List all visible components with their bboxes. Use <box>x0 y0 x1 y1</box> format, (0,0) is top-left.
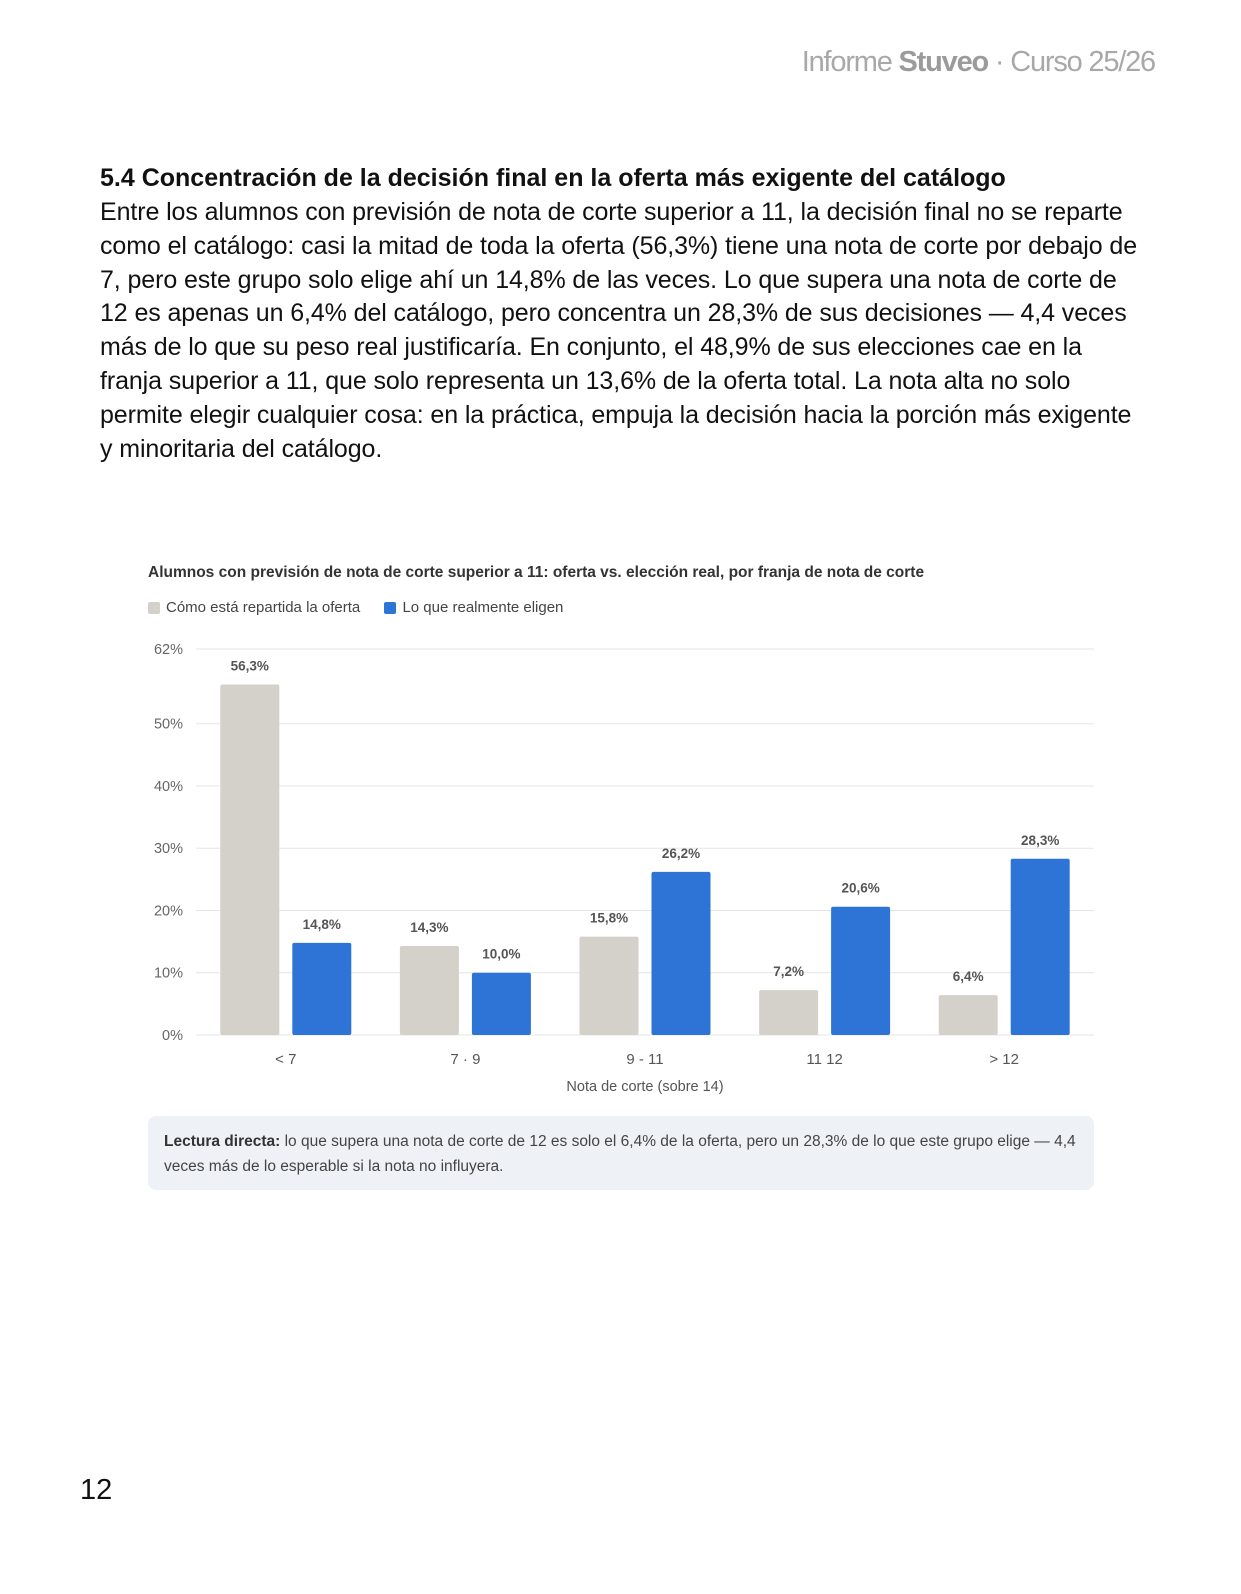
bar-value-label: 14,3% <box>410 919 449 935</box>
bar-offer <box>759 990 818 1035</box>
chart-legend <box>148 599 583 618</box>
legend-swatch-offer <box>148 602 160 614</box>
bar-offer <box>220 684 279 1035</box>
reading-note <box>148 1116 1094 1190</box>
legend-label-choice: Lo que realmente eligen <box>402 599 564 616</box>
x-tick-label: 7 · 9 <box>450 1051 481 1068</box>
bar-choice <box>472 973 531 1035</box>
header-prefix: Informe <box>801 46 892 78</box>
bar-value-label: 7,2% <box>773 964 804 980</box>
bar-offer <box>400 946 459 1035</box>
section-body: Entre los alumnos con previsión de nota de corte superior a 11, la decisión final no se reparte como el catálogo: casi la mitad de toda la oferta (56,3%) tiene una nota de corte por debajo de 7, pero este grupo solo elige ahí un 14,8% de las veces. Lo que supera una nota de corte de 12 es apenas un 6,4% del catálogo, pero concentra un 28,3% de sus decisiones — 4,4 veces más de lo que su peso real justificaría. En conjunto, el 48,9% de sus elecciones cae en la franja superior a 11, que solo representa un 13,6% de la oferta total. La nota alta no solo permite elegir cualquier cosa: en la práctica, empuja la decisión hacia la porción más exigente y minoritaria del catálogo. <box>100 198 1137 463</box>
bar-value-label: 56,3% <box>230 658 269 674</box>
legend-item-choice <box>384 599 563 616</box>
note-text: lo que supera una nota de corte de 12 es solo el 6,4% de la oferta, pero un 28,3% de lo que este grupo elige — 4,4 veces más de lo esperable si la nota no influyera. <box>164 1133 1076 1175</box>
x-tick-label: 11 12 <box>806 1051 843 1068</box>
x-tick-label: < 7 <box>275 1051 297 1068</box>
bar-value-label: 6,4% <box>952 969 984 985</box>
y-tick-label: 20% <box>153 903 183 920</box>
y-tick-label: 10% <box>153 965 183 982</box>
header-brand: Stuveo <box>898 46 989 78</box>
bar-choice <box>292 943 351 1035</box>
legend-label-offer: Cómo está repartida la oferta <box>166 599 361 616</box>
bar-value-label: 28,3% <box>1021 832 1060 848</box>
y-tick-label: 40% <box>153 778 183 795</box>
bar-value-label: 10,0% <box>482 946 521 962</box>
legend-item-offer <box>148 599 360 616</box>
bar-value-label: 14,8% <box>302 916 341 932</box>
header-suffix: · Curso 25/26 <box>988 46 1155 78</box>
x-tick-label: 9 - 11 <box>626 1051 664 1068</box>
bar-offer <box>580 937 639 1035</box>
x-tick-label: > 12 <box>989 1051 1020 1068</box>
bar-value-label: 20,6% <box>841 880 880 896</box>
y-tick-label: 30% <box>153 841 183 858</box>
page-number: 12 <box>80 1474 113 1506</box>
section-title: 5.4 Concentración de la decisión final en la oferta más exigente del catálogo <box>100 164 1006 192</box>
x-axis-title: Nota de corte (sobre 14) <box>566 1079 724 1095</box>
bar-value-label: 15,8% <box>589 910 629 926</box>
y-tick-label: 50% <box>153 716 183 733</box>
y-tick-label: 62% <box>153 642 183 658</box>
y-tick-label: 0% <box>162 1028 183 1044</box>
bar-chart <box>140 630 1100 1100</box>
bar-choice <box>831 907 890 1035</box>
bar-choice <box>1011 859 1070 1035</box>
report-header <box>802 46 1155 79</box>
bar-choice <box>652 872 711 1035</box>
legend-swatch-choice <box>384 602 396 614</box>
chart-title: Alumnos con previsión de nota de corte superior a 11: oferta vs. elección real, por franja de nota de corte <box>148 564 925 581</box>
bar-value-label: 26,2% <box>661 845 701 861</box>
bar-offer <box>939 995 998 1035</box>
note-lead: Lectura directa: <box>164 1133 281 1150</box>
